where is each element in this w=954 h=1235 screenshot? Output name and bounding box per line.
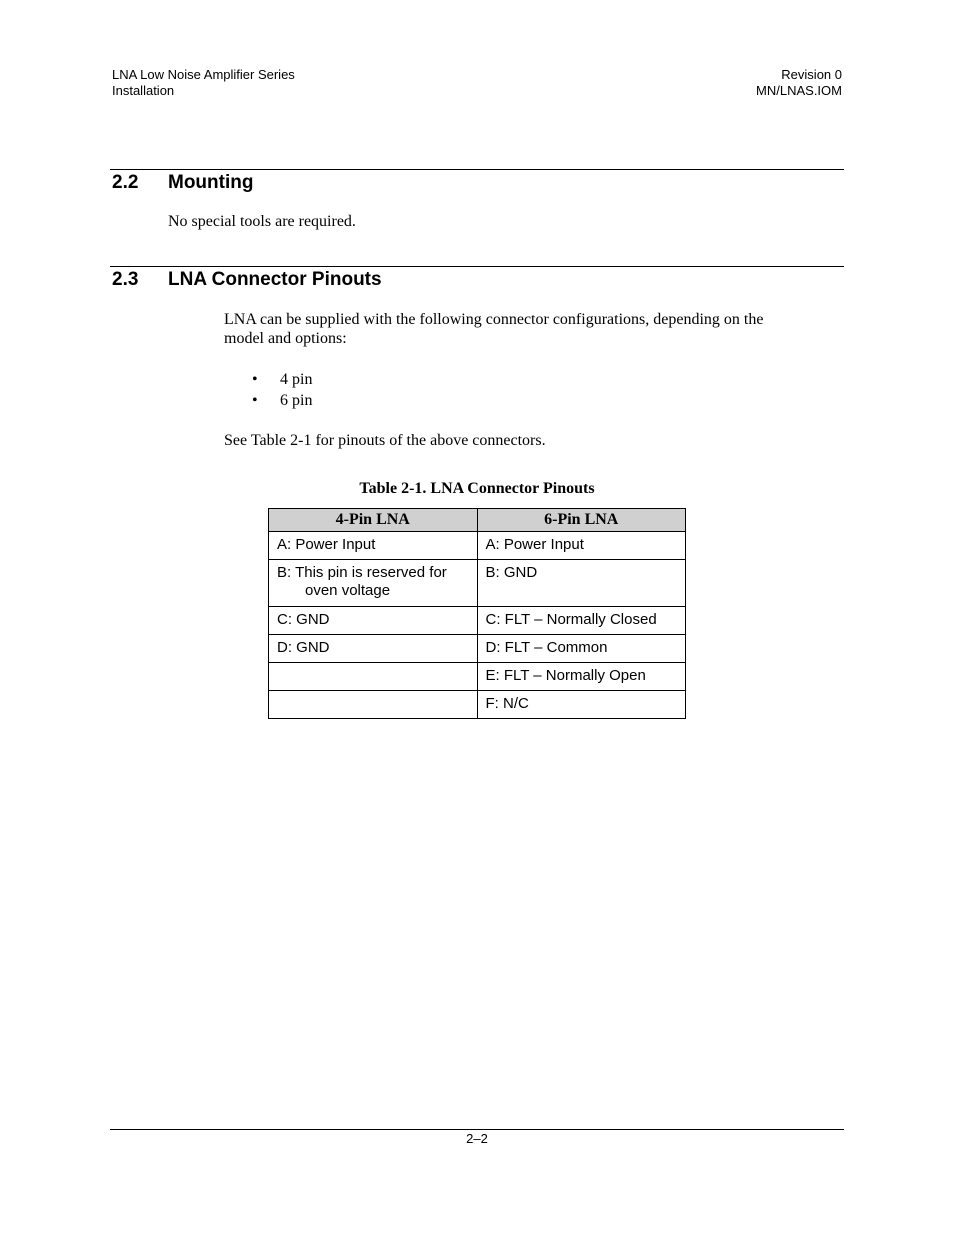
list-item: • 4 pin — [250, 369, 312, 390]
mounting-body: No special tools are required. — [168, 213, 356, 230]
table-row — [269, 607, 686, 635]
column-header-6pin: 6-Pin LNA — [477, 509, 686, 532]
table-cell — [269, 663, 478, 691]
table-cell: E: FLT – Normally Open — [477, 663, 686, 691]
table-cell: F: N/C — [477, 691, 686, 719]
header-revision: Revision 0 — [781, 67, 842, 82]
table-cell: A: Power Input — [269, 532, 478, 560]
table-caption: Table 2-1. LNA Connector Pinouts — [359, 480, 595, 497]
section-title: Mounting — [168, 172, 254, 193]
table-row — [269, 532, 686, 560]
table-cell: A: Power Input — [477, 532, 686, 560]
cell-text-continuation: oven voltage — [305, 582, 391, 599]
page-number: 2–2 — [466, 1131, 488, 1146]
section-title: LNA Connector Pinouts — [168, 269, 382, 290]
list-item: • 6 pin — [250, 390, 312, 411]
section-number: 2.3 — [112, 269, 139, 290]
section-heading-2-2 — [112, 172, 253, 194]
column-header-4pin: 4-Pin LNA — [269, 509, 478, 532]
table-row — [269, 663, 686, 691]
table-cell: D: GND — [269, 635, 478, 663]
table-row — [269, 635, 686, 663]
running-header-left — [112, 67, 295, 99]
table-row — [269, 691, 686, 719]
header-chapter: Installation — [112, 83, 175, 98]
table-reference: See Table 2-1 for pinouts of the above connectors. — [224, 432, 546, 449]
table-cell: C: GND — [269, 607, 478, 635]
intro-line: model and options: — [224, 330, 347, 347]
intro-line: LNA can be supplied with the following connector configurations, depending on the — [224, 311, 764, 328]
table-row — [269, 560, 686, 607]
pinout-table — [268, 508, 686, 719]
table-cell — [269, 691, 478, 719]
running-header-right — [756, 67, 842, 99]
pinouts-intro — [224, 310, 763, 348]
footer-rule — [110, 1129, 844, 1130]
header-series-title: LNA Low Noise Amplifier Series — [112, 67, 295, 82]
section-heading-2-3 — [112, 269, 382, 291]
table-cell: B: GND — [477, 560, 686, 607]
table-cell: D: FLT – Common — [477, 635, 686, 663]
section-number: 2.2 — [112, 172, 139, 193]
table-cell — [269, 560, 478, 607]
section-divider — [110, 266, 844, 267]
table-header-row — [269, 509, 686, 532]
table-cell: C: FLT – Normally Closed — [477, 607, 686, 635]
header-doc-number: MN/LNAS.IOM — [756, 83, 842, 98]
connector-list — [250, 369, 312, 411]
section-divider — [110, 169, 844, 170]
cell-text: B: This pin is reserved for — [277, 564, 447, 581]
